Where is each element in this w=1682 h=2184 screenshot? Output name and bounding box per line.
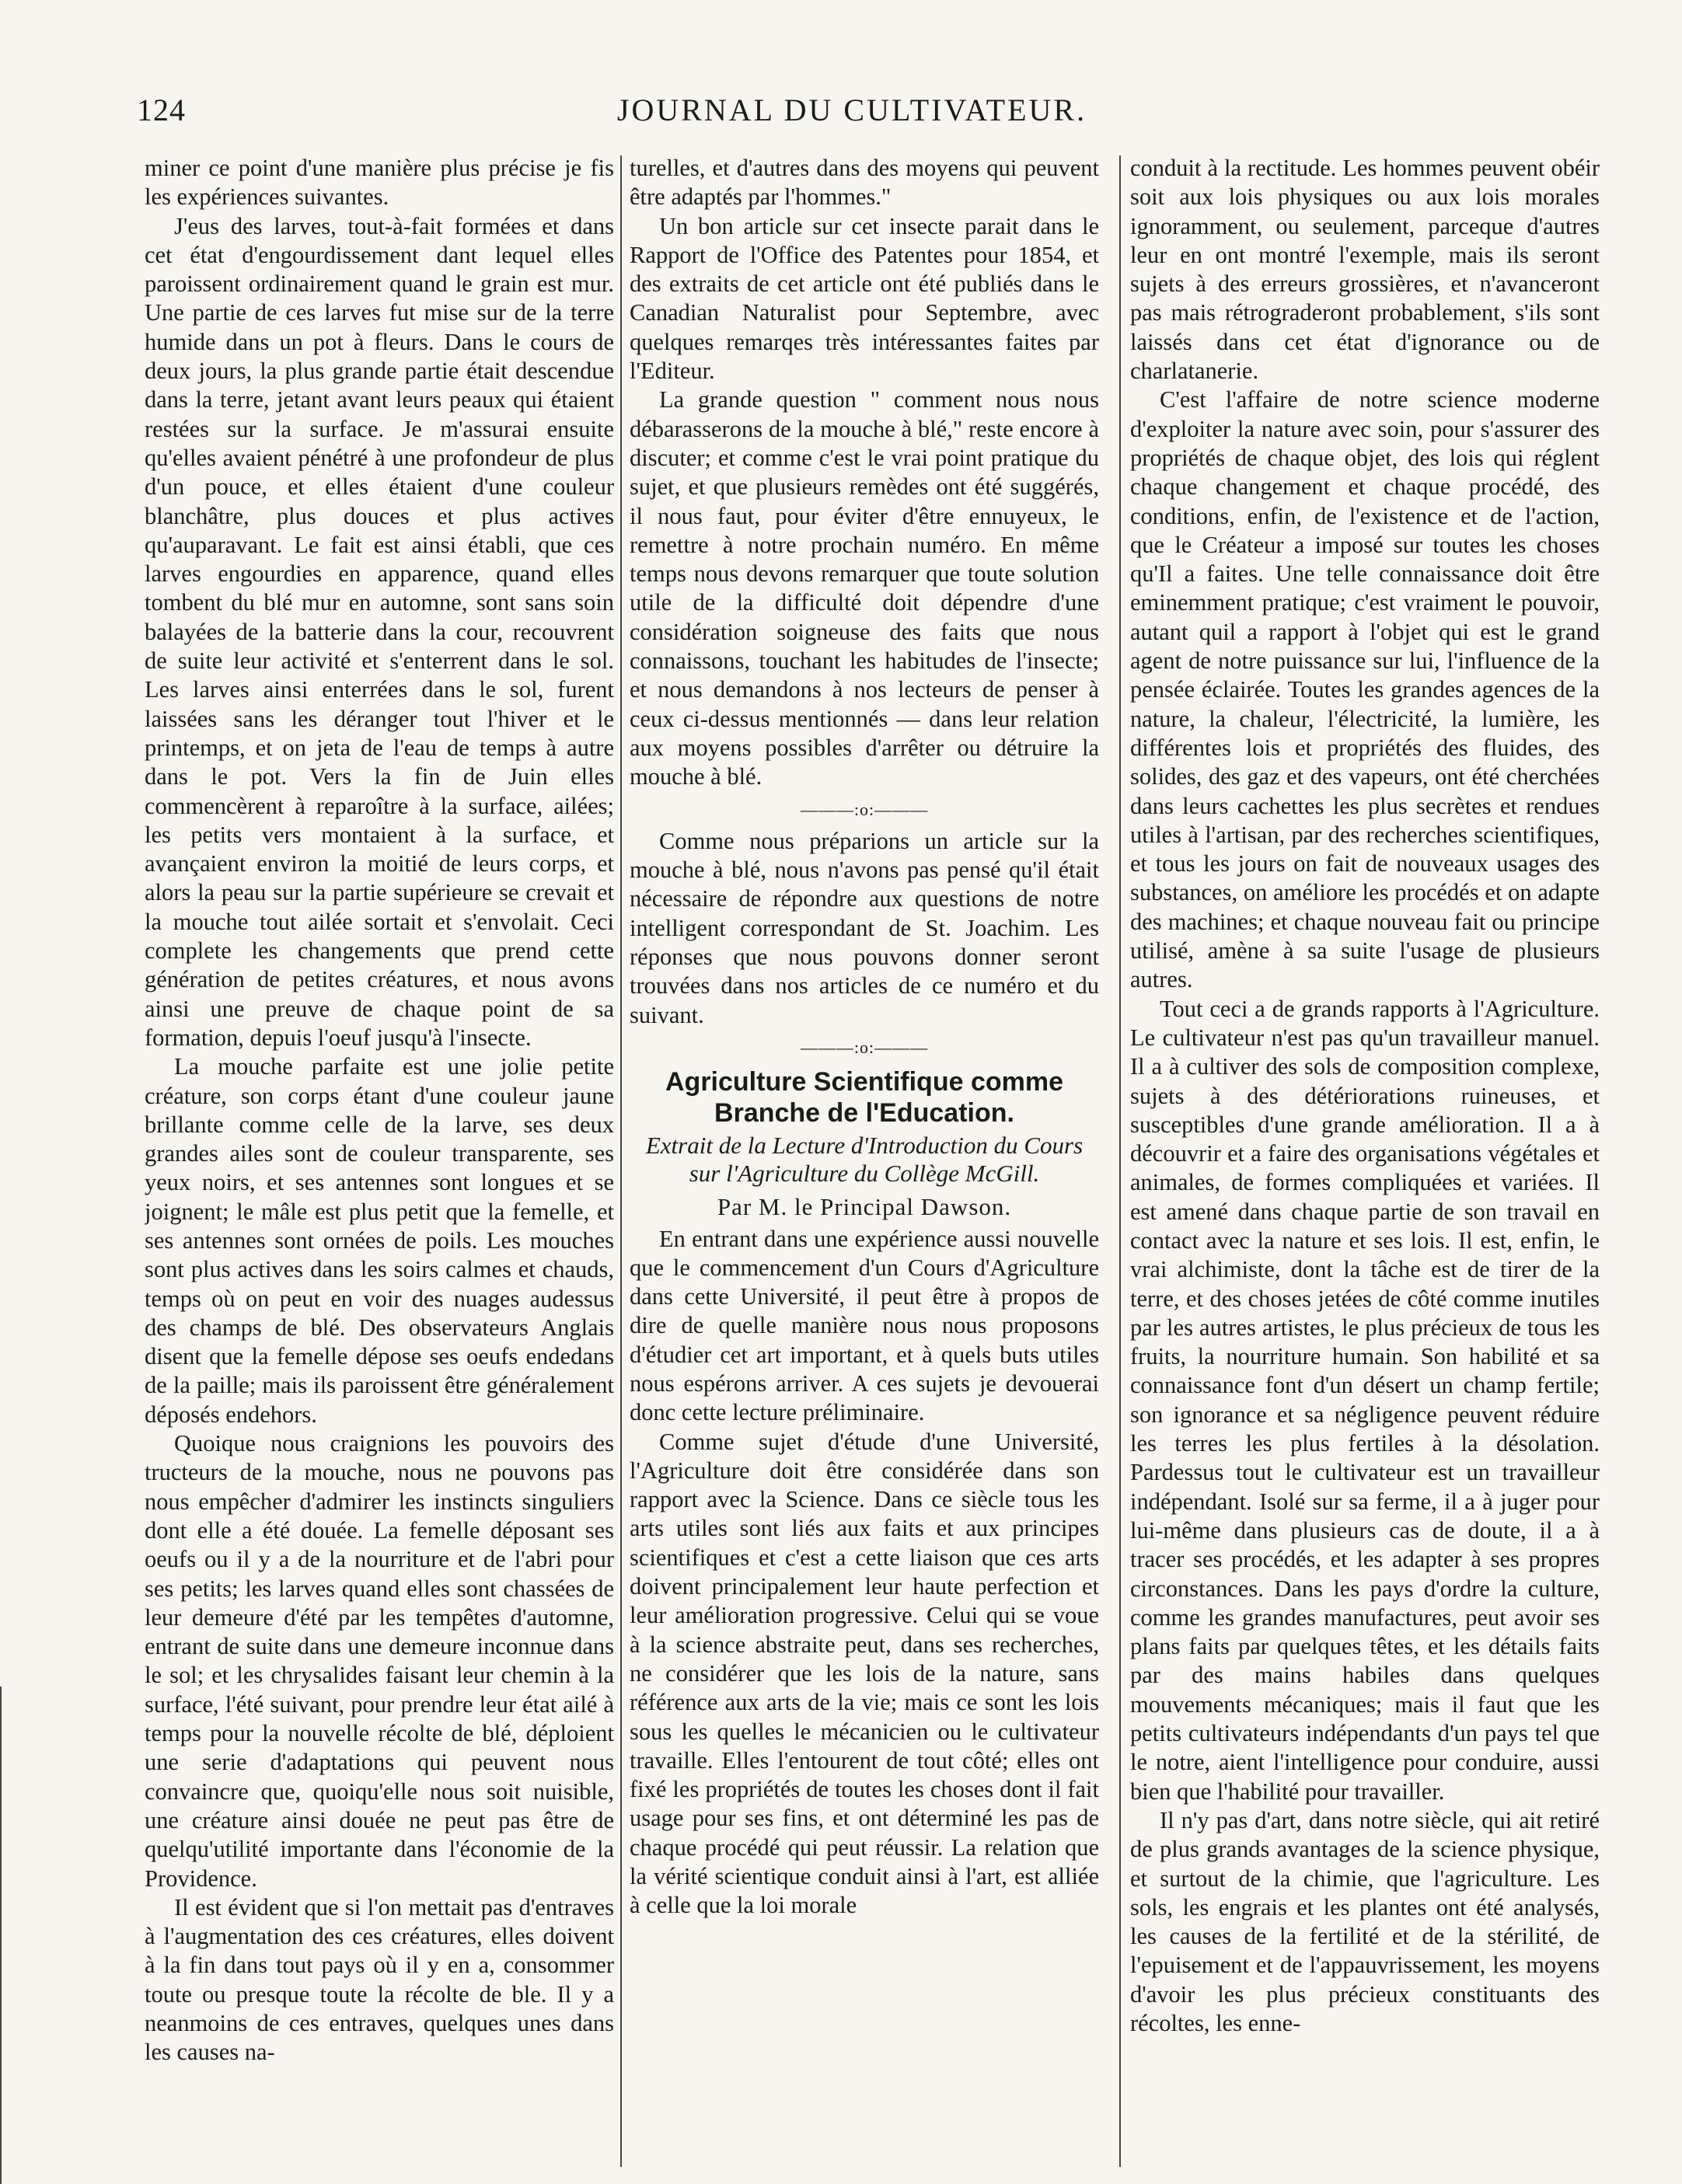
column-3: [1130, 154, 1600, 2175]
column-rule: [1119, 155, 1121, 2167]
paragraph: Quoique nous craignions les pouvoirs des tructeurs de la mouche, nous ne pouvons pas nous empêcher d'admirer les instincts singuliers dont elle a été douée. La femelle déposant ses oeufs ou il y a de la nourriture et de l'abri pour ses petits; les larves quand elles sont chassées de leur demeure d'été par les tempêtes d'automne, entrant de suite dans une demeure inconnue dans le sol; et les chrysalides faisant leur chemin à la surface, l'été suivant, pour prendre leur état ailé à temps pour la nouvelle récolte de blé, déploient une serie d'adaptations qui peuvent nous convaincre que, quoiqu'elle nous soit nuisible, une créature ainsi douée ne peut pas être de quelqu'utilité importante dans l'économie de la Providence.: [145, 1430, 614, 1892]
binding-edge: [0, 1687, 8, 2184]
paragraph: Comme sujet d'étude d'une Université, l'Agriculture doit être considérée dans son rapport avec la Science. Dans ce siècle tous les arts utiles sont liés aux faits et aux principes scientifiques et c'est a cette liaison que ces arts doivent principalement leur haute perfection et leur amélioration progressive. Celui qui se voue à la science abstraite peut, dans ses recherches, ne considérer que les lois de la nature, sans référence aux arts de la vie; mais ce sont les lois sous les quelles le mécanicien ou le cultivateur travaille. Elles l'entourent de tout côté; elles ont fixé les propriétés de toutes les choses dont il fait usage pour ses fins, et ont déterminé les pas de chaque procédé qui peut réussir. La relation que la vérité scientique conduit ainsi à l'art, est alliée à celle que la loi morale: [630, 1428, 1099, 1919]
journal-title: JOURNAL DU CULTIVATEUR.: [616, 92, 1087, 127]
paragraph: La mouche parfaite est une jolie petite créature, son corps étant d'une couleur jaune brillante comme celle de la larve, ses deux grandes ailes sont de couleur transparente, ses yeux noirs, et ses antennes sont longues et se joignent; le mâle est plus petit que la femelle, et ses antennes sont ornées de poils. Les mouches sont plus actives dans les soirs calmes et chauds, temps où on peut en voir des nuages audessus des champs de blé. Des observateurs Anglais disent que la femelle dépose ses oeufs endedans de la paille; mais ils paroissent être généralement déposés endehors.: [145, 1053, 614, 1428]
article-subtitle: Extrait de la Lecture d'Introduction du Cours sur l'Agriculture du Collège McGill.: [645, 1132, 1084, 1188]
paragraph: Comme nous préparions un article sur la mouche à blé, nous n'avons pas pensé qu'il était nécessaire de répondre aux questions de notre intelligent correspondant de St. Joachim. Les réponses que nous pouvons donner seront trouvées dans nos articles de ce numéro et du suivant.: [630, 827, 1099, 1028]
column-1: [145, 154, 614, 2175]
paragraph: Tout ceci a de grands rapports à l'Agriculture. Le cultivateur n'est pas qu'un travailleur manuel. Il a à cultiver des sols de composition complexe, sujets à des détériorations ruineuses, et susceptibles d'une grande amélioration. Il a à découvrir et a faire des organisations végétales et animales, de formes compliquées et variées. Il est amené dans chaque partie de son travail en contact avec la nature et ses lois. Il est, enfin, le vrai alchimiste, dont la tâche est de tirer de la terre, et des choses jetées de côté comme inutiles par les autres artistes, le plus précieux de tous les fruits, la nourriture humain. Son habilité et sa connaissance font d'un désert un champ fertile; son ignorance et sa négligence peuvent réduire les terres les plus fertiles à la désolation. Pardessus tout le cultivateur est un travailleur indépendant. Isolé sur sa ferme, il a à juger pour lui-même dans plusieurs cas de doute, il a à tracer ses procédés, et les adapter à ses propres circonstances. Dans les pays d'ordre la culture, comme les grandes manufactures, peut avoir ses plans faits par quelques têtes, et les détails faits par des mains habiles dans quelques mouvements mécaniques; mais il faut que les petits cultivateurs indépendants d'un pays tel que le notre, aient l'intelligence pour conduire, aussi bien que l'habilité pour travailler.: [1130, 995, 1600, 1805]
paragraph: Un bon article sur cet insecte parait dans le Rapport de l'Office des Patentes pour 1854, et des extraits de cet article ont été publiés dans le Canadian Naturalist pour Septembre, avec quelques remarqes très intéressantes faites par l'Editeur.: [630, 212, 1099, 385]
column-2: [630, 154, 1099, 2175]
article-byline: Par M. le Principal Dawson.: [717, 1193, 1012, 1221]
column-rule: [620, 155, 622, 2167]
paragraph: Il n'y pas d'art, dans notre siècle, qui ait retiré de plus grands avantages de la science physique, et surtout de la chimie, que l'agriculture. Les sols, les engrais et les plantes ont été analysés, les causes de la fertilité et de la stérilité, de l'epuisement et de l'appauvrissement, les moyens d'avoir les plus précieux constituants des récoltes, les enne-: [1130, 1806, 1600, 2036]
section-separator: ———:o:———: [800, 1037, 929, 1057]
section-separator: ———:o:———: [800, 799, 929, 819]
paragraph: J'eus des larves, tout-à-fait formées et dans cet état d'engourdissement dant lequel elles paroissent ordinairement quand le grain est mur. Une partie de ces larves fut mise sur de la terre humide dans un pot à fleurs. Dans le cours de deux jours, la plus grande partie était descendue dans la terre, jetant avant leurs peaux qui étaient restées sur la surface. Je m'assurai ensuite qu'elles avaient pénétré à une profondeur de plus d'un pouce, et elles étaient d'une couleur blanchâtre, plus douces et plus actives qu'auparavant. Le fait est ainsi établi, que ces larves engourdies en apparence, quand elles tombent du blé mur en automne, sont sans soin balayées de la batterie dans la cour, recouvrent de suite leur activité et s'enterrent dans le sol. Les larves ainsi enterrées dans le sol, furent laissées sans les déranger tout l'hiver et le printemps, et on jeta de l'eau de temps à autre dans le pot. Vers la fin de Juin elles commencèrent à reparoître à la surface, ailées; les petits vers montaient à la surface, et avançaient environ la moitié de leurs corps, et alors la peau sur la partie supérieure se crevait et la mouche tout ailée sortait et s'envolait. Ceci complete les changements que prend cette génération de petites créatures, et nous avons ainsi une preuve de chaque point de sa formation, depuis l'oeuf jusqu'à l'insecte.: [145, 212, 614, 1051]
paragraph: conduit à la rectitude. Les hommes peuvent obéir soit aux lois physiques ou aux lois morales ignoramment, ou seulement, parceque d'autres leur en ont montré l'exemple, mais ils seront sujets à des erreurs grossières, et n'avanceront pas mais rétrograderont probablement, s'ils sont laissés dans cet état d'ignorance ou de charlatanerie.: [1130, 155, 1600, 385]
page-header: [137, 92, 1567, 138]
page-number: 124: [137, 92, 186, 127]
paragraph: C'est l'affaire de notre science moderne d'exploiter la nature avec soin, pour s'assurer des propriétés de chaque objet, des lois qui réglent chaque changement et chaque procédé, des conditions, enfin, de l'existence et de l'action, que le Créateur a imposé sur toutes les choses qu'Il a faites. Une telle connaissance doit être eminemment pratique; c'est vraiment le pouvoir, autant quil a rapport à l'objet qui est le grand agent de notre puissance sur lui, l'influence de la pensée éclairée. Toutes les grandes agences de la nature, la chaleur, l'électricité, la lumière, les différentes lois et propriétés des fluides, des solides, des gaz et des vapeurs, ont été cherchées dans leurs cachettes les plus secrètes et rendues utiles à l'artisan, par des recherches scientifiques, et tous les jours on fait de nouveaux usages des substances, on améliore les procédés et on adapte des machines; et chaque nouveau fait ou principe utilisé, amène à sa suite l'usage de plusieurs autres.: [1130, 386, 1600, 993]
paragraph: miner ce point d'une manière plus précise je fis les expériences suivantes.: [145, 155, 614, 211]
paragraph: En entrant dans une expérience aussi nouvelle que le commencement d'un Cours d'Agriculture dans cette Université, il peut être à propos de dire de quelle manière nous nous proposons d'étudier cet art important, et à quels buts utiles nous espérons arriver. A ces sujets je devouerai donc cette lecture préliminaire.: [630, 1225, 1099, 1426]
paragraph: La grande question " comment nous nous débarasserons de la mouche à blé," reste encore à discuter; et comme c'est le vrai point pratique du sujet, et que plusieurs remèdes ont été suggérés, il nous faut, pour éviter d'être ennuyeux, le remettre à notre prochain numéro. En même temps nous devons remarquer que toute solution utile de la difficulté doit dépendre d'une considération soigneuse des faits que nous connaissons, touchant les habitudes de l'insecte; et nous demandons à nos lecteurs de penser à ceux ci-dessus mentionnés — dans leur relation aux moyens possibles d'arrêter ou détruire la mouche à blé.: [630, 386, 1099, 790]
paragraph: turelles, et d'autres dans des moyens qui peuvent être adaptés par l'hommes.": [630, 155, 1099, 211]
article-title: Agriculture Scientifique comme Branche de l'Education.: [665, 1067, 1063, 1129]
paragraph: Il est évident que si l'on mettait pas d'entraves à l'augmentation des ces créatures, elles doivent à la fin dans tout pays où il y en a, consommer toute ou presque toute la récolte de ble. Il y a neanmoins de ces entraves, quelques unes dans les causes na-: [145, 1893, 614, 2066]
